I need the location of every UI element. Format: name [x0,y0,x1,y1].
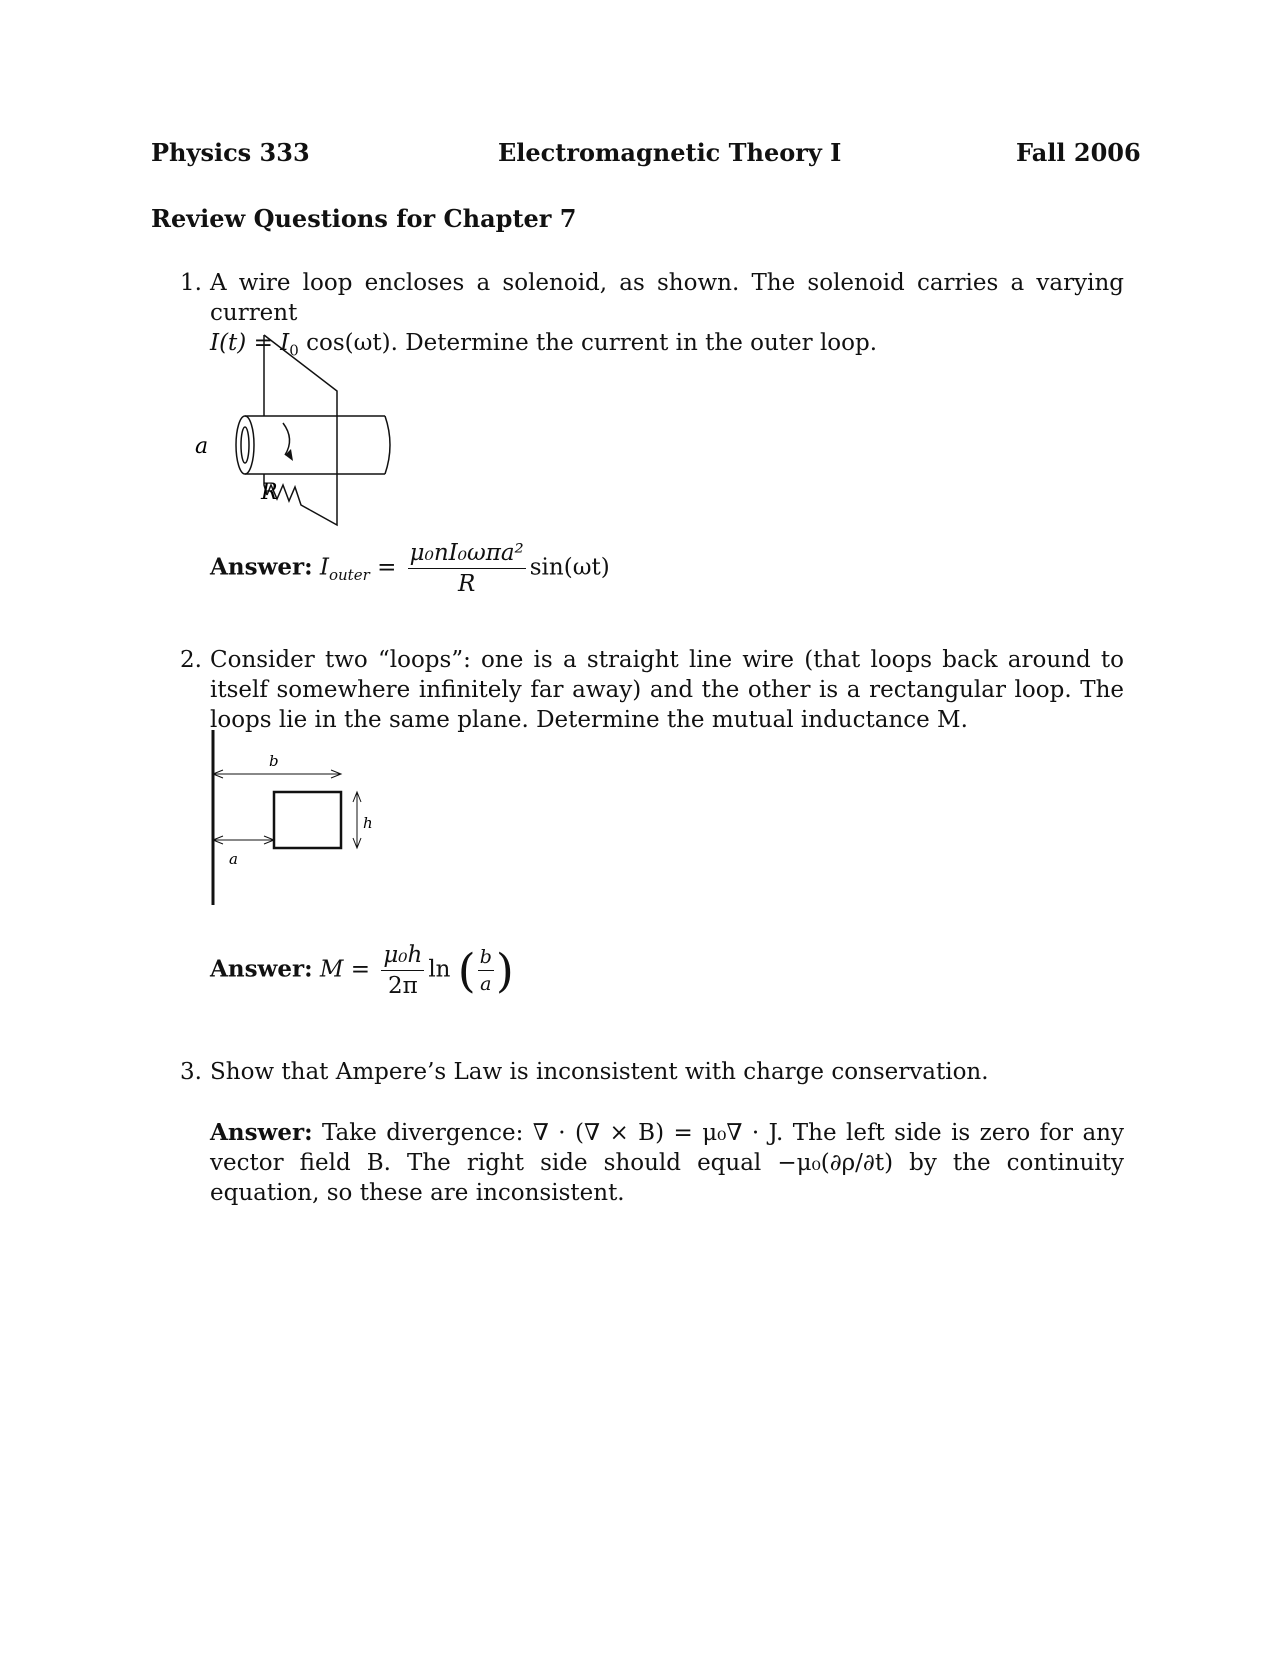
answer-label: Answer: [210,1119,313,1146]
question-text-line2: $I(t) = I_0$ cos(ωt). Determine the current in the outer loop. [210,330,878,360]
question-number: 2. [180,647,202,673]
solenoid-back-end [385,416,390,474]
answer-3 [180,1118,1124,1208]
question-2 [180,645,1124,735]
answer-1: Answer: $I_{outer}$ = $\frac{\text{μ₀nI₀ωπa²}}{R}$ sin(ωt) [210,540,610,597]
answer-text: Take divergence: ∇ · (∇ × B) = μ₀∇ · J. The left side is zero for any vector field B. The right side should equal −μ₀(∂ρ/∂t) by the continuity equation, so these are inconsistent. [210,1120,1124,1206]
label-b: b [269,752,279,770]
ln-argument-fraction: $\frac{b}{a}$ [479,946,492,995]
question-text: Show that Ampere’s Law is inconsistent with charge conservation. [210,1059,989,1085]
solenoid-inner-ring [241,427,249,463]
page-title: Review Questions for Chapter 7 [151,204,577,233]
resistor-label: R [261,480,278,505]
course-term: Fall 2006 [1016,138,1141,167]
label-a: a [229,850,238,868]
solenoid-loop-figure [195,335,405,535]
wire-rectangle-figure [205,730,405,910]
current-arrow [283,423,290,455]
current-arrowhead [285,449,293,461]
answer-2: Answer: M = $\frac{\text{μ₀h}}{2\pi}$ ln ( $\frac{b}{a}$ ) [210,942,514,999]
question-number: 3. [180,1059,202,1085]
rectangular-loop [274,792,341,848]
course-subject: Electromagnetic Theory I [498,138,842,167]
course-name: Physics 333 [151,138,310,167]
question-number: 1. [180,270,202,296]
label-h: h [363,814,373,832]
question-text: Consider two “loops”: one is a straight line wire (that loops back around to itself somewhere infinitely far away) and the other is a rectangular loop. The loops lie in the same plane. Determine the mutual inductance M. [210,647,1124,733]
solenoid-front-end [236,416,254,474]
question-3 [180,1057,1124,1087]
question-text-line1: A wire loop encloses a solenoid, as shown. The solenoid carries a varying current [210,270,1124,326]
radius-label: a [195,434,209,459]
answer-fraction: $\frac{\text{μ₀h}}{2\pi}$ [383,942,423,999]
answer-fraction: $\frac{\text{μ₀nI₀ωπa²}}{R}$ [409,540,524,597]
